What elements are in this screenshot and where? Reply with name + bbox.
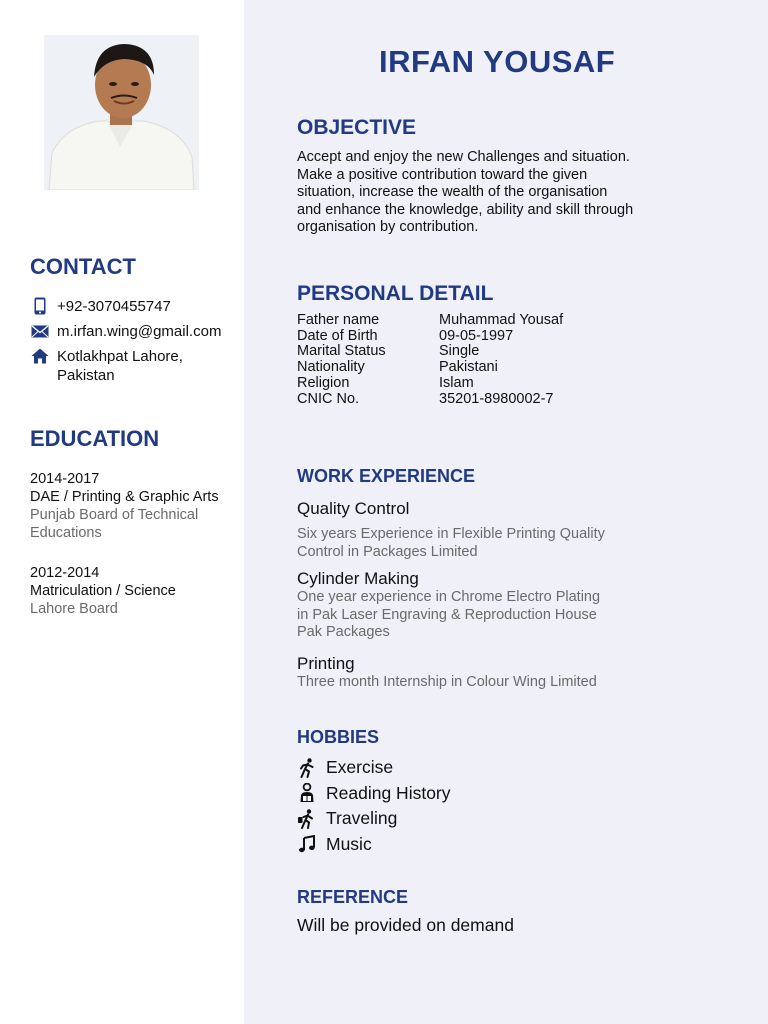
objective-line: Make a positive contribution toward the given xyxy=(297,166,588,183)
job-title: Cylinder Making xyxy=(297,569,419,588)
objective-line: situation, increase the wealth of the organisation xyxy=(297,184,608,200)
profile-photo xyxy=(44,35,199,190)
hobby-label: Traveling xyxy=(326,808,398,829)
education-heading: EDUCATION xyxy=(30,426,160,451)
address-line-2: Pakistan xyxy=(57,367,115,384)
personal-detail-row xyxy=(297,329,563,345)
job-description-line: Pak Packages xyxy=(297,624,390,640)
detail-label: Religion xyxy=(297,374,350,391)
job-description-line: One year experience in Chrome Electro Plating xyxy=(297,589,601,605)
job-title: Quality Control xyxy=(297,499,410,518)
education-institute-line-1: Punjab Board of Technical xyxy=(30,507,199,523)
work-experience-heading: WORK EXPERIENCE xyxy=(297,466,476,486)
detail-label: Father name xyxy=(297,312,380,328)
mobile-phone-icon xyxy=(30,297,50,315)
education-item xyxy=(30,564,240,618)
contact-heading: CONTACT xyxy=(30,254,136,279)
detail-label: Nationality xyxy=(297,359,365,376)
job-description-line: Six years Experience in Flexible Printing Quality xyxy=(297,526,605,542)
hobby-item xyxy=(297,755,451,781)
education-institute-line-2: Educations xyxy=(30,525,102,541)
objective-line: Accept and enjoy the new Challenges and situation. xyxy=(297,149,630,165)
hobbies-list xyxy=(297,755,451,857)
running-icon xyxy=(297,758,317,778)
personal-detail-heading: PERSONAL DETAIL xyxy=(297,282,494,305)
detail-label: CNIC No. xyxy=(297,390,360,407)
reference-text: Will be provided on demand xyxy=(297,915,514,935)
objective-text xyxy=(297,149,667,237)
personal-detail-row xyxy=(297,344,563,360)
job-entry xyxy=(297,569,677,642)
address-text xyxy=(57,347,183,385)
contact-email xyxy=(30,322,240,341)
traveler-icon xyxy=(297,809,317,829)
personal-detail-table xyxy=(297,313,563,407)
detail-label: Marital Status xyxy=(297,343,386,360)
sidebar xyxy=(0,0,244,1024)
detail-value: 35201-8980002-7 xyxy=(439,390,554,407)
contact-phone xyxy=(30,297,240,316)
detail-value: Single xyxy=(439,343,480,360)
hobby-item xyxy=(297,806,451,832)
phone-text: +92-3070455747 xyxy=(57,298,171,315)
job-title: Printing xyxy=(297,654,355,673)
job-entry xyxy=(297,499,677,561)
personal-detail-row xyxy=(297,376,563,392)
personal-detail-row xyxy=(297,313,563,329)
hobby-item xyxy=(297,781,451,807)
reference-heading: REFERENCE xyxy=(297,887,409,907)
job-entry xyxy=(297,654,677,692)
envelope-icon xyxy=(30,322,50,340)
detail-value: Muhammad Yousaf xyxy=(439,312,564,328)
objective-line: organisation by contribution. xyxy=(297,219,479,235)
education-institute-line-1: Lahore Board xyxy=(30,601,118,617)
address-line-1: Kotlakhpat Lahore, xyxy=(57,348,183,365)
hobby-label: Exercise xyxy=(326,757,394,778)
email-text: m.irfan.wing@gmail.com xyxy=(57,323,222,340)
objective-heading: OBJECTIVE xyxy=(297,116,417,139)
detail-value: Pakistani xyxy=(439,359,498,376)
candidate-name: IRFAN YOUSAF xyxy=(379,44,616,79)
job-description-line: in Pak Laser Engraving & Reproduction House xyxy=(297,606,597,623)
home-icon xyxy=(30,347,50,365)
hobby-label: Music xyxy=(326,833,372,854)
hobby-label: Reading History xyxy=(326,782,451,803)
job-description-line: Three month Internship in Colour Wing Limited xyxy=(297,674,597,690)
job-description-line: Control in Packages Limited xyxy=(297,543,478,560)
personal-detail-row xyxy=(297,360,563,376)
education-years: 2012-2014 xyxy=(30,565,100,581)
reader-icon xyxy=(297,783,317,803)
hobbies-heading: HOBBIES xyxy=(297,727,380,747)
education-item xyxy=(30,470,240,542)
education-degree: Matriculation / Science xyxy=(30,583,176,599)
music-note-icon xyxy=(297,834,317,854)
hobby-item xyxy=(297,832,451,858)
objective-line: and enhance the knowledge, ability and skill through xyxy=(297,201,634,218)
detail-value: Islam xyxy=(439,374,474,391)
detail-value: 09-05-1997 xyxy=(439,327,514,344)
personal-detail-row xyxy=(297,392,563,408)
education-degree: DAE / Printing & Graphic Arts xyxy=(30,489,219,505)
contact-address xyxy=(30,347,240,385)
education-years: 2014-2017 xyxy=(30,471,100,487)
detail-label: Date of Birth xyxy=(297,327,378,344)
contact-list xyxy=(30,297,240,391)
